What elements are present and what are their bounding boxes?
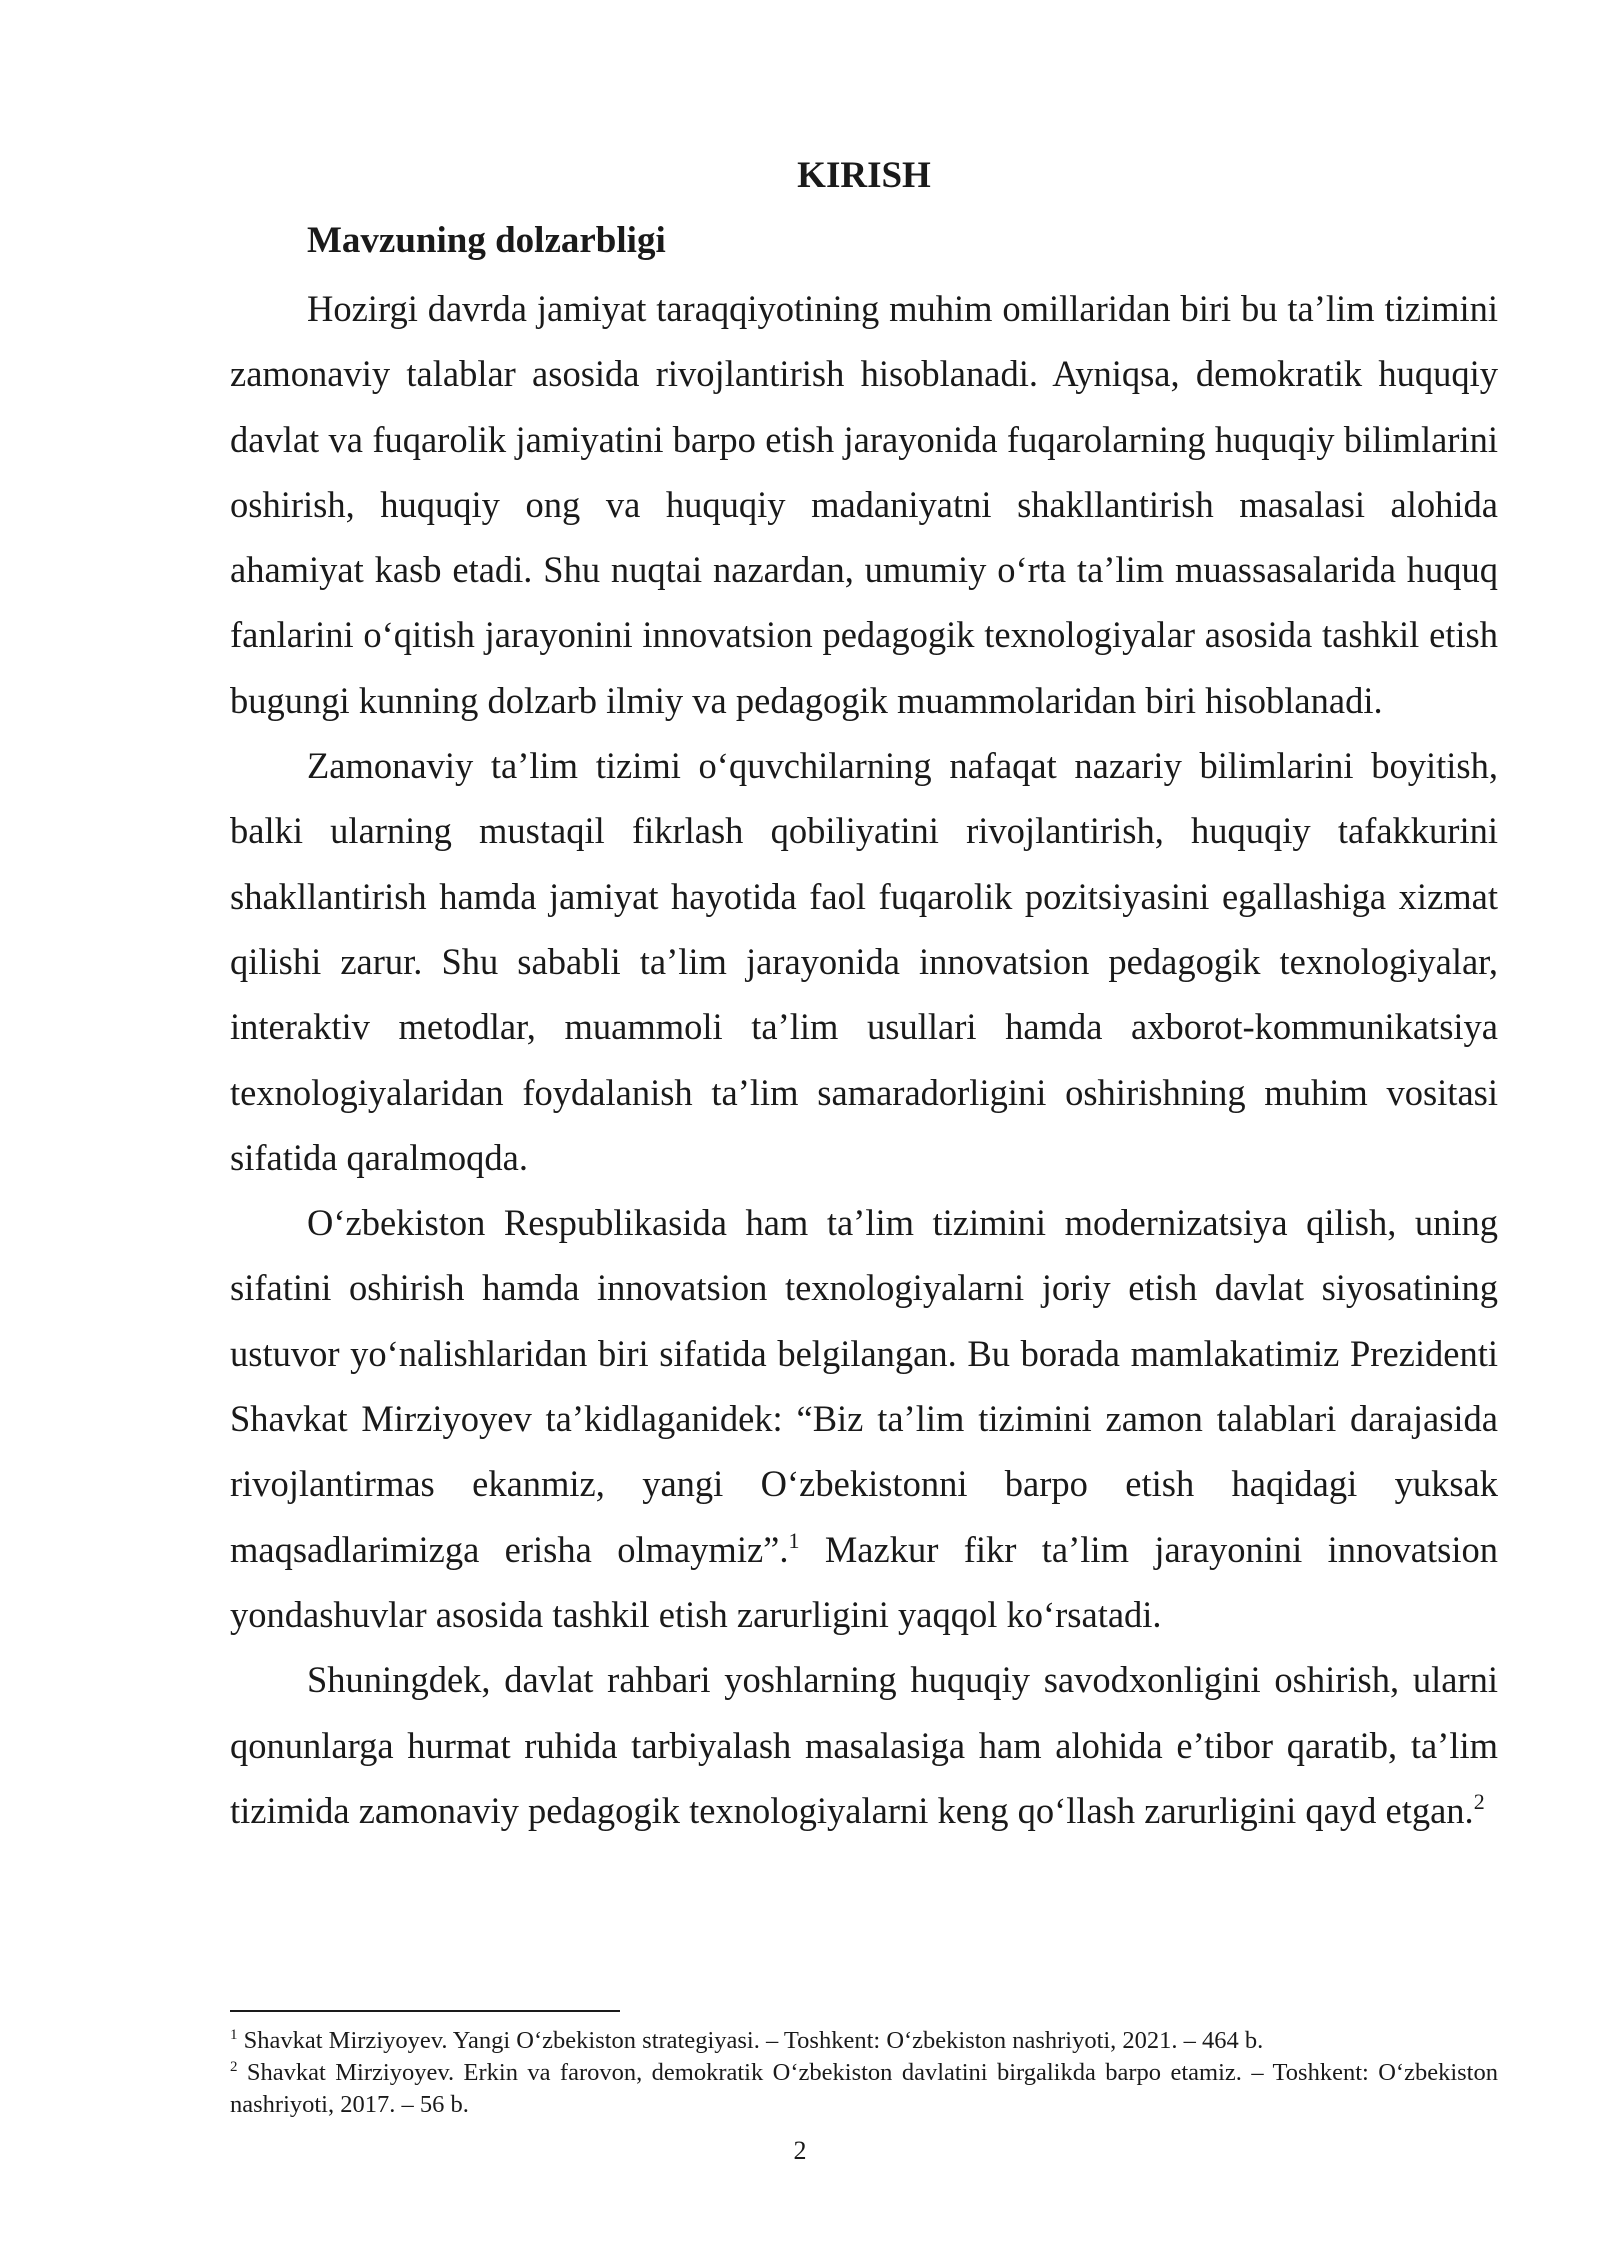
- footnote-separator: [230, 2010, 620, 2012]
- chapter-heading: KIRISH: [797, 155, 931, 196]
- paragraph-1-text: Hozirgi davrda jamiyat taraqqiyotining muhim omillaridan biri bu ta’lim tizimini zamonaviy talablar asosida rivojlantirish hisoblanadi. Ayniqsa, demokratik huquqiy davlat va fuqarolik jamiyatini barpo etish jarayonida fuqarolarning huquqiy bilimlarini oshirish, huquqiy ong va huquqiy madaniyatni shakllantirish masalasi alohida ahamiyat kasb etadi. Shu nuqtai nazardan, umumiy o‘rta ta’lim muassasalarida huquq fanlarini o‘qitish jarayonini innovatsion pedagogik texnologiyalar asosida tashkil etish bugungi kunning dolzarb ilmiy va pedagogik muammolaridan biri hisoblanadi.: [230, 288, 1498, 721]
- footnote-1-text: Shavkat Mirziyoyev. Yangi O‘zbekiston strategiyasi. – Toshkent: O‘zbekiston nashriyoti, 2021. – 464 b.: [237, 2027, 1264, 2054]
- footnote-ref-2[interactable]: 2: [1473, 1788, 1485, 1814]
- paragraph-4: [230, 1647, 1498, 1843]
- paragraph-2: [230, 733, 1498, 1190]
- paragraph-4-text: Shuningdek, davlat rahbari yoshlarning huquqiy savodxonligini oshirish, ularni qonunlarga hurmat ruhida tarbiyalash masalasiga ham alohida e’tibor qaratib, ta’lim tizimida zamonaviy pedagogik texnologiyalarni keng qo‘llash zarurligini qayd etgan.: [230, 1659, 1498, 1831]
- body-text: [230, 276, 1498, 1843]
- footnote-1: [230, 2025, 1498, 2057]
- paragraph-3-text-after: Mazkur fikr ta’lim jarayonini innovatsion yondashuvlar asosida tashkil etish zarurligini yaqqol ko‘rsatadi.: [230, 1528, 1498, 1635]
- paragraph-2-text: Zamonaviy ta’lim tizimi o‘quvchilarning nafaqat nazariy bilimlarini boyitish, balki ularning mustaqil fikrlash qobiliyatini rivojlantirish, huquqiy tafakkurini shakllantirish hamda jamiyat hayotida faol fuqarolik pozitsiyasini egallashiga xizmat qilishi zarur. Shu sababli ta’lim jarayonida innovatsion pedagogik texnologiyalar, interaktiv metodlar, muammoli ta’lim usullari hamda axborot-kommunikatsiya texnologiyalaridan foydalanish ta’lim samaradorligini oshirishning muhim vositasi sifatida qaralmoqda.: [230, 745, 1498, 1178]
- paragraph-1: [230, 276, 1498, 733]
- footnote-1-number: 1: [230, 2027, 238, 2043]
- footnote-2-text: Shavkat Mirziyoyev. Erkin va farovon, demokratik O‘zbekiston davlatini birgalikda barpo etamiz. – Toshkent: O‘zbekiston nashriyoti, 2017. – 56 b.: [230, 2059, 1498, 2118]
- footnote-2: [230, 2057, 1498, 2121]
- footnote-ref-1[interactable]: 1: [788, 1527, 800, 1553]
- section-subheading: Mavzuning dolzarbligi: [307, 220, 666, 261]
- paragraph-3-text-before: O‘zbekiston Respublikasida ham ta’lim tizimini modernizatsiya qilish, uning sifatini oshirish hamda innovatsion texnologiyalarni joriy etish davlat siyosatining ustuvor yo‘nalishlaridan biri sifatida belgilangan. Bu borada mamlakatimiz Prezidenti Shavkat Mirziyoyev ta’kidlaganidek: “Biz ta’lim tizimini zamon talablari darajasida rivojlantirmas ekanmiz, yangi O‘zbekistonni barpo etish haqidagi yuksak maqsadlarimizga erisha olmaymiz”.: [230, 1202, 1498, 1570]
- page-number: 2: [793, 2136, 807, 2165]
- footnotes: [230, 2025, 1498, 2121]
- paragraph-3: [230, 1190, 1498, 1647]
- footnote-2-number: 2: [230, 2059, 238, 2075]
